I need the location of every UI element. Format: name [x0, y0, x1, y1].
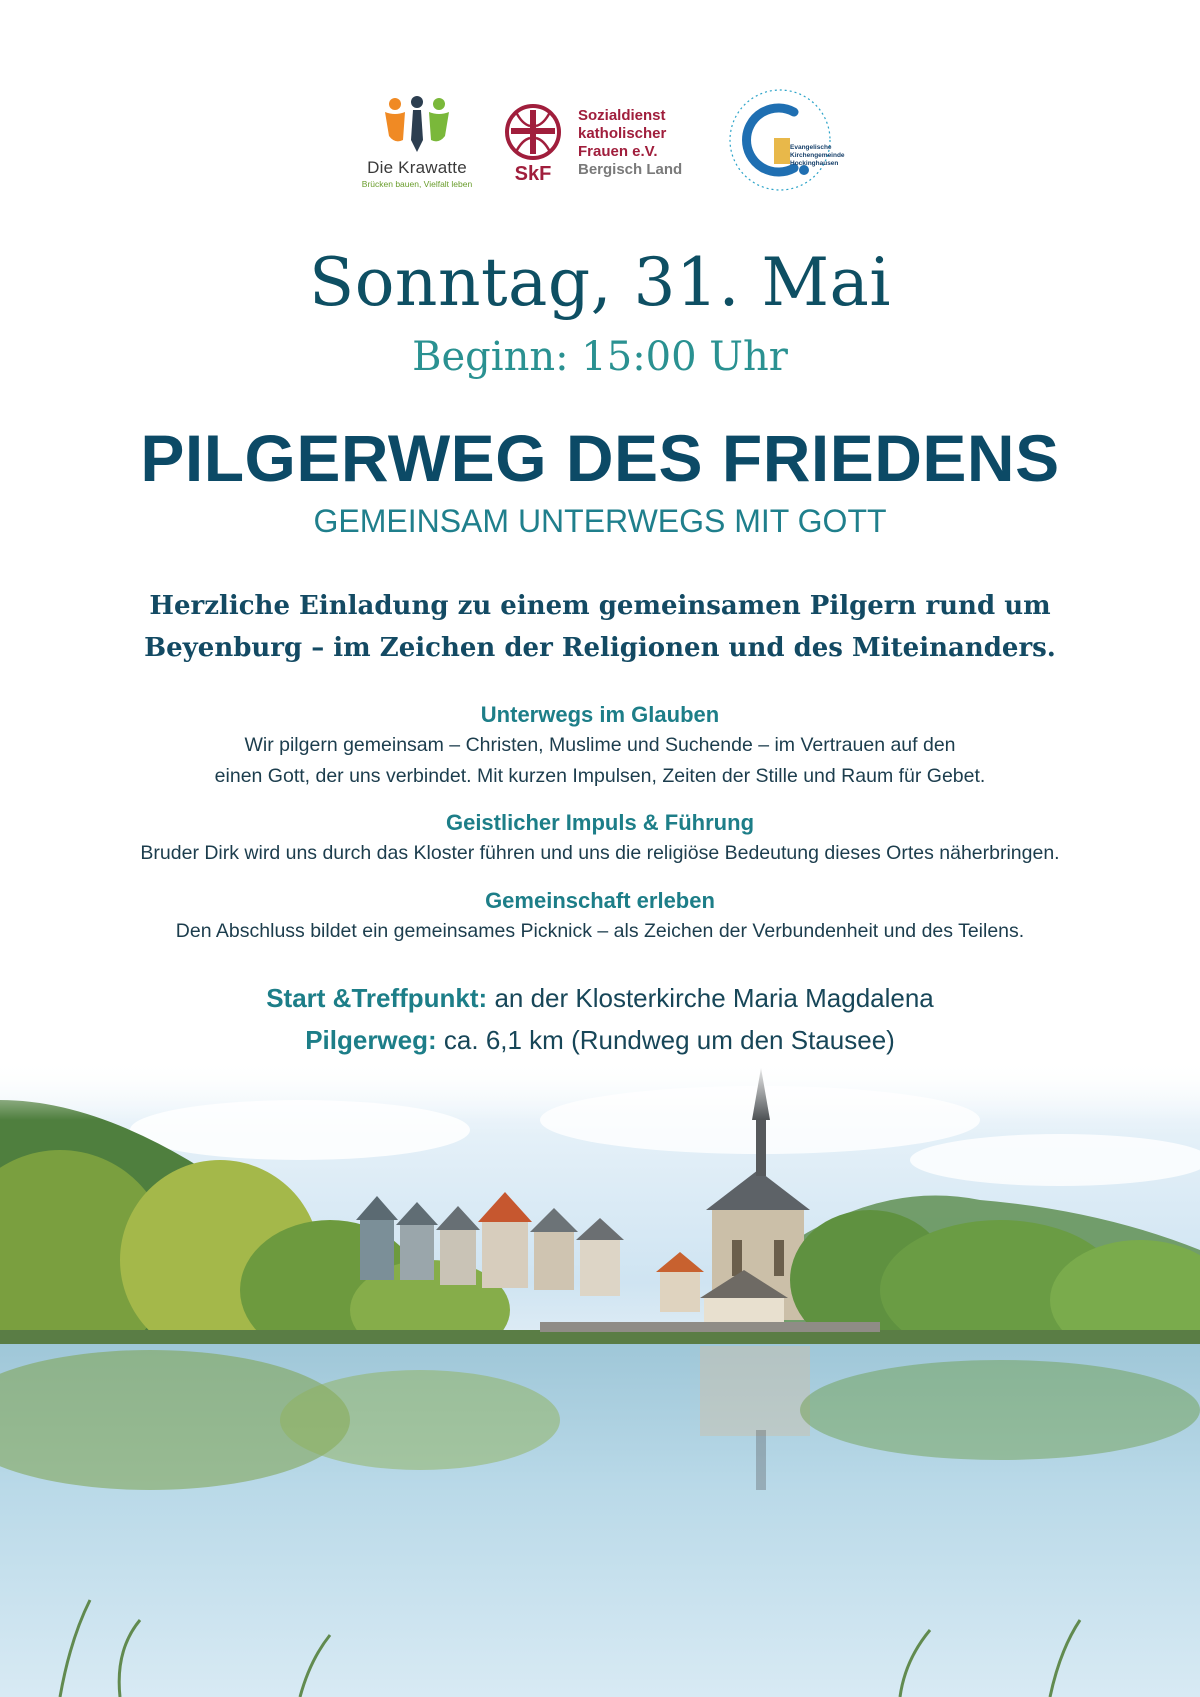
- detail-start: [0, 977, 1200, 1019]
- invitation-line: Herzliche Einladung zu einem gemeinsamen Pilgern rund um: [149, 591, 1051, 621]
- evangelische-kirchengemeinde-logo: [722, 82, 862, 202]
- caritas-cross-icon: [502, 104, 564, 160]
- invitation-text: [100, 585, 1100, 669]
- section-heading: Unterwegs im Glauben: [480, 702, 720, 727]
- event-title: PILGERWEG DES FRIEDENS: [140, 421, 1060, 495]
- invitation-line: Beyenburg – im Zeichen der Religionen und des Miteinanders.: [144, 633, 1056, 663]
- section-glauben: [60, 700, 1140, 792]
- section-gemeinschaft: [60, 886, 1140, 947]
- ev-line: Hockinghausen: [790, 160, 839, 167]
- ev-line: Kirchengemeinde: [790, 152, 845, 159]
- skf-organisation-name: [578, 107, 682, 179]
- event-date: Sonntag, 31. Mai: [308, 244, 892, 321]
- detail-value: ca. 6,1 km (Rundweg um den Stausee): [443, 1025, 895, 1055]
- skf-abbreviation: SkF: [514, 163, 552, 185]
- skf-line: Sozialdienst: [578, 107, 666, 124]
- logo-bar: [0, 82, 1200, 202]
- event-subtitle: GEMEINSAM UNTERWEGS MIT GOTT: [313, 503, 887, 539]
- event-start-time: Beginn: 15:00 Uhr: [412, 334, 788, 380]
- ev-line: Evangelische: [790, 144, 832, 151]
- section-text: einen Gott, der uns verbindet. Mit kurzen Impulsen, Zeiten der Stille und Raum für Gebet.: [214, 765, 986, 787]
- section-text: Den Abschluss bildet ein gemeinsames Picknick – als Zeichen der Verbundenheit und des Teilens.: [175, 920, 1025, 942]
- detail-value: an der Klosterkirche Maria Magdalena: [494, 983, 934, 1013]
- skf-logo: [500, 104, 710, 194]
- die-krawatte-logo: [352, 96, 482, 189]
- section-text: Bruder Dirk wird uns durch das Kloster führen und uns die religiöse Bedeutung dieses Ortes näherbringen.: [140, 842, 1060, 864]
- krawatte-tagline: Brücken bauen, Vielfalt leben: [361, 179, 473, 189]
- detail-route: [0, 1019, 1200, 1061]
- beyenburg-lake-watercolor-image: [0, 1060, 1200, 1697]
- detail-label: Start &Treffpunkt:: [266, 983, 488, 1013]
- section-heading: Gemeinschaft erleben: [485, 888, 715, 913]
- section-heading: Geistlicher Impuls & Führung: [445, 810, 755, 835]
- skf-line: Frauen e.V.: [578, 143, 658, 160]
- ev-organisation-name: [790, 144, 845, 168]
- church-community-emblem-icon: [722, 82, 862, 202]
- krawatte-figures-icon: [377, 96, 457, 156]
- section-impuls-fuehrung: [60, 808, 1140, 869]
- detail-label: Pilgerweg:: [305, 1025, 437, 1055]
- krawatte-name: Die Krawatte: [367, 158, 467, 177]
- skf-line: Bergisch Land: [578, 161, 683, 178]
- skf-line: katholischer: [578, 125, 667, 142]
- section-text: Wir pilgern gemeinsam – Christen, Muslime und Suchende – im Vertrauen auf den: [244, 734, 956, 756]
